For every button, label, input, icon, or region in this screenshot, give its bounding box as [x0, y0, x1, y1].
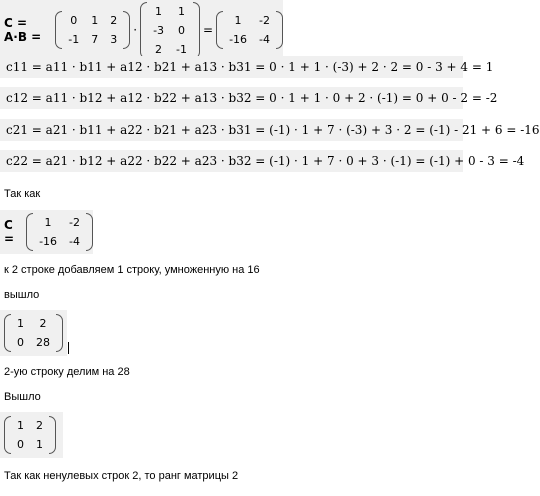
text-result-1: вышло [4, 289, 40, 301]
matrix-b-cell: -1 [176, 42, 187, 56]
equation-c12: c12 = a11 · b12 + a12 · b22 + a13 · b32 = 0 · 1 + 1 · 0 + 2 · (-1) = 0 + 0 - 2 = -2 [0, 87, 463, 109]
matrix-a-cell: 1 [91, 14, 99, 27]
matrix-b-cell: 0 [178, 23, 186, 37]
matrix-step1-cell: 28 [36, 336, 50, 349]
matrix-c-result-cell: 1 [44, 216, 52, 229]
matrix-b-cell: 1 [155, 4, 163, 18]
matrix-step2 [4, 416, 56, 454]
equation-c21: c21 = a21 · b11 + a22 · b21 + a23 · b31 = (-1) · 1 + 7 · (-3) + 3 · 2 = (-1) - 21 + 6 = -16 [0, 119, 463, 141]
matrix-step2-cell: 1 [17, 419, 24, 432]
matrix-step2-row [11, 435, 49, 454]
matrix-b-cell: 1 [178, 4, 186, 18]
matrix-c-result-cell: -4 [69, 235, 80, 248]
equation-c22: c22 = a21 · b12 + a22 · b22 + a23 · b32 = (-1) · 1 + 7 · 0 + 3 · (-1) = (-1) + 0 - 3 = -4 [0, 150, 463, 172]
matrix-b-row [147, 21, 193, 40]
equals-operator: = [203, 23, 214, 37]
matrix-step2-row [11, 416, 49, 435]
matrix-b-cell: 2 [155, 42, 163, 56]
matrix-c-row [223, 30, 276, 49]
dot-operator: · [133, 23, 138, 37]
matrix-step1-block [0, 310, 67, 356]
matrix-step2-cell: 0 [17, 438, 24, 451]
matrix-c-cell: 1 [234, 14, 242, 27]
text-add-rows: к 2 строке добавляем 1 строку, умноженную на 16 [4, 264, 260, 276]
equation-c11: c11 = a11 · b11 + a12 · b21 + a13 · b31 = 0 · 1 + 1 · (-3) + 2 · 2 = 0 - 3 + 4 = 1 [0, 56, 463, 78]
matrix-step1-cell: 1 [17, 317, 24, 330]
c-label: C = [4, 218, 15, 246]
matrix-b-cell: -3 [153, 23, 165, 37]
result-block [0, 210, 93, 254]
matrix-step1-row [11, 314, 56, 333]
text-conclusion: Так как ненулевых строк 2, то ранг матрицы 2 [4, 470, 239, 482]
text-result-2: Вышло [4, 391, 41, 403]
matrix-c [216, 11, 283, 49]
matrix-c-cell: -4 [259, 33, 270, 46]
matrix-c-result-row [33, 232, 86, 251]
matrix-step2-cell: 2 [36, 419, 43, 432]
matrix-a [55, 11, 130, 49]
matrix-a-cell: -1 [68, 33, 80, 46]
matrix-c-result-row [33, 213, 86, 232]
matrix-step1-cell: 2 [39, 317, 47, 330]
matrix-step1-cell: 0 [17, 336, 24, 349]
matrix-c-cell: -16 [229, 33, 248, 46]
matrix-a-row [62, 30, 123, 49]
text-since: Так как [4, 188, 41, 200]
matrix-a-cell: 7 [91, 33, 99, 46]
matrix-step2-cell: 1 [36, 438, 43, 451]
multiplication-block [0, 0, 283, 60]
matrix-b [140, 2, 200, 59]
matrix-a-cell: 2 [110, 14, 118, 27]
text-cursor [68, 342, 69, 354]
text-divide-row: 2-ую строку делим на 28 [4, 366, 130, 378]
product-label: C = A·B = [4, 16, 42, 44]
matrix-c-result-cell: -2 [69, 216, 80, 229]
matrix-step2-block [0, 412, 63, 458]
matrix-c-row [223, 11, 276, 30]
matrix-b-row [147, 2, 193, 21]
matrix-c-result [26, 213, 93, 251]
matrix-a-cell: 0 [70, 14, 78, 27]
matrix-a-row [62, 11, 123, 30]
matrix-step1 [4, 314, 63, 352]
matrix-c-result-cell: -16 [39, 235, 58, 248]
matrix-c-cell: -2 [259, 14, 270, 27]
matrix-a-cell: 3 [110, 33, 118, 46]
matrix-step1-row [11, 333, 56, 352]
